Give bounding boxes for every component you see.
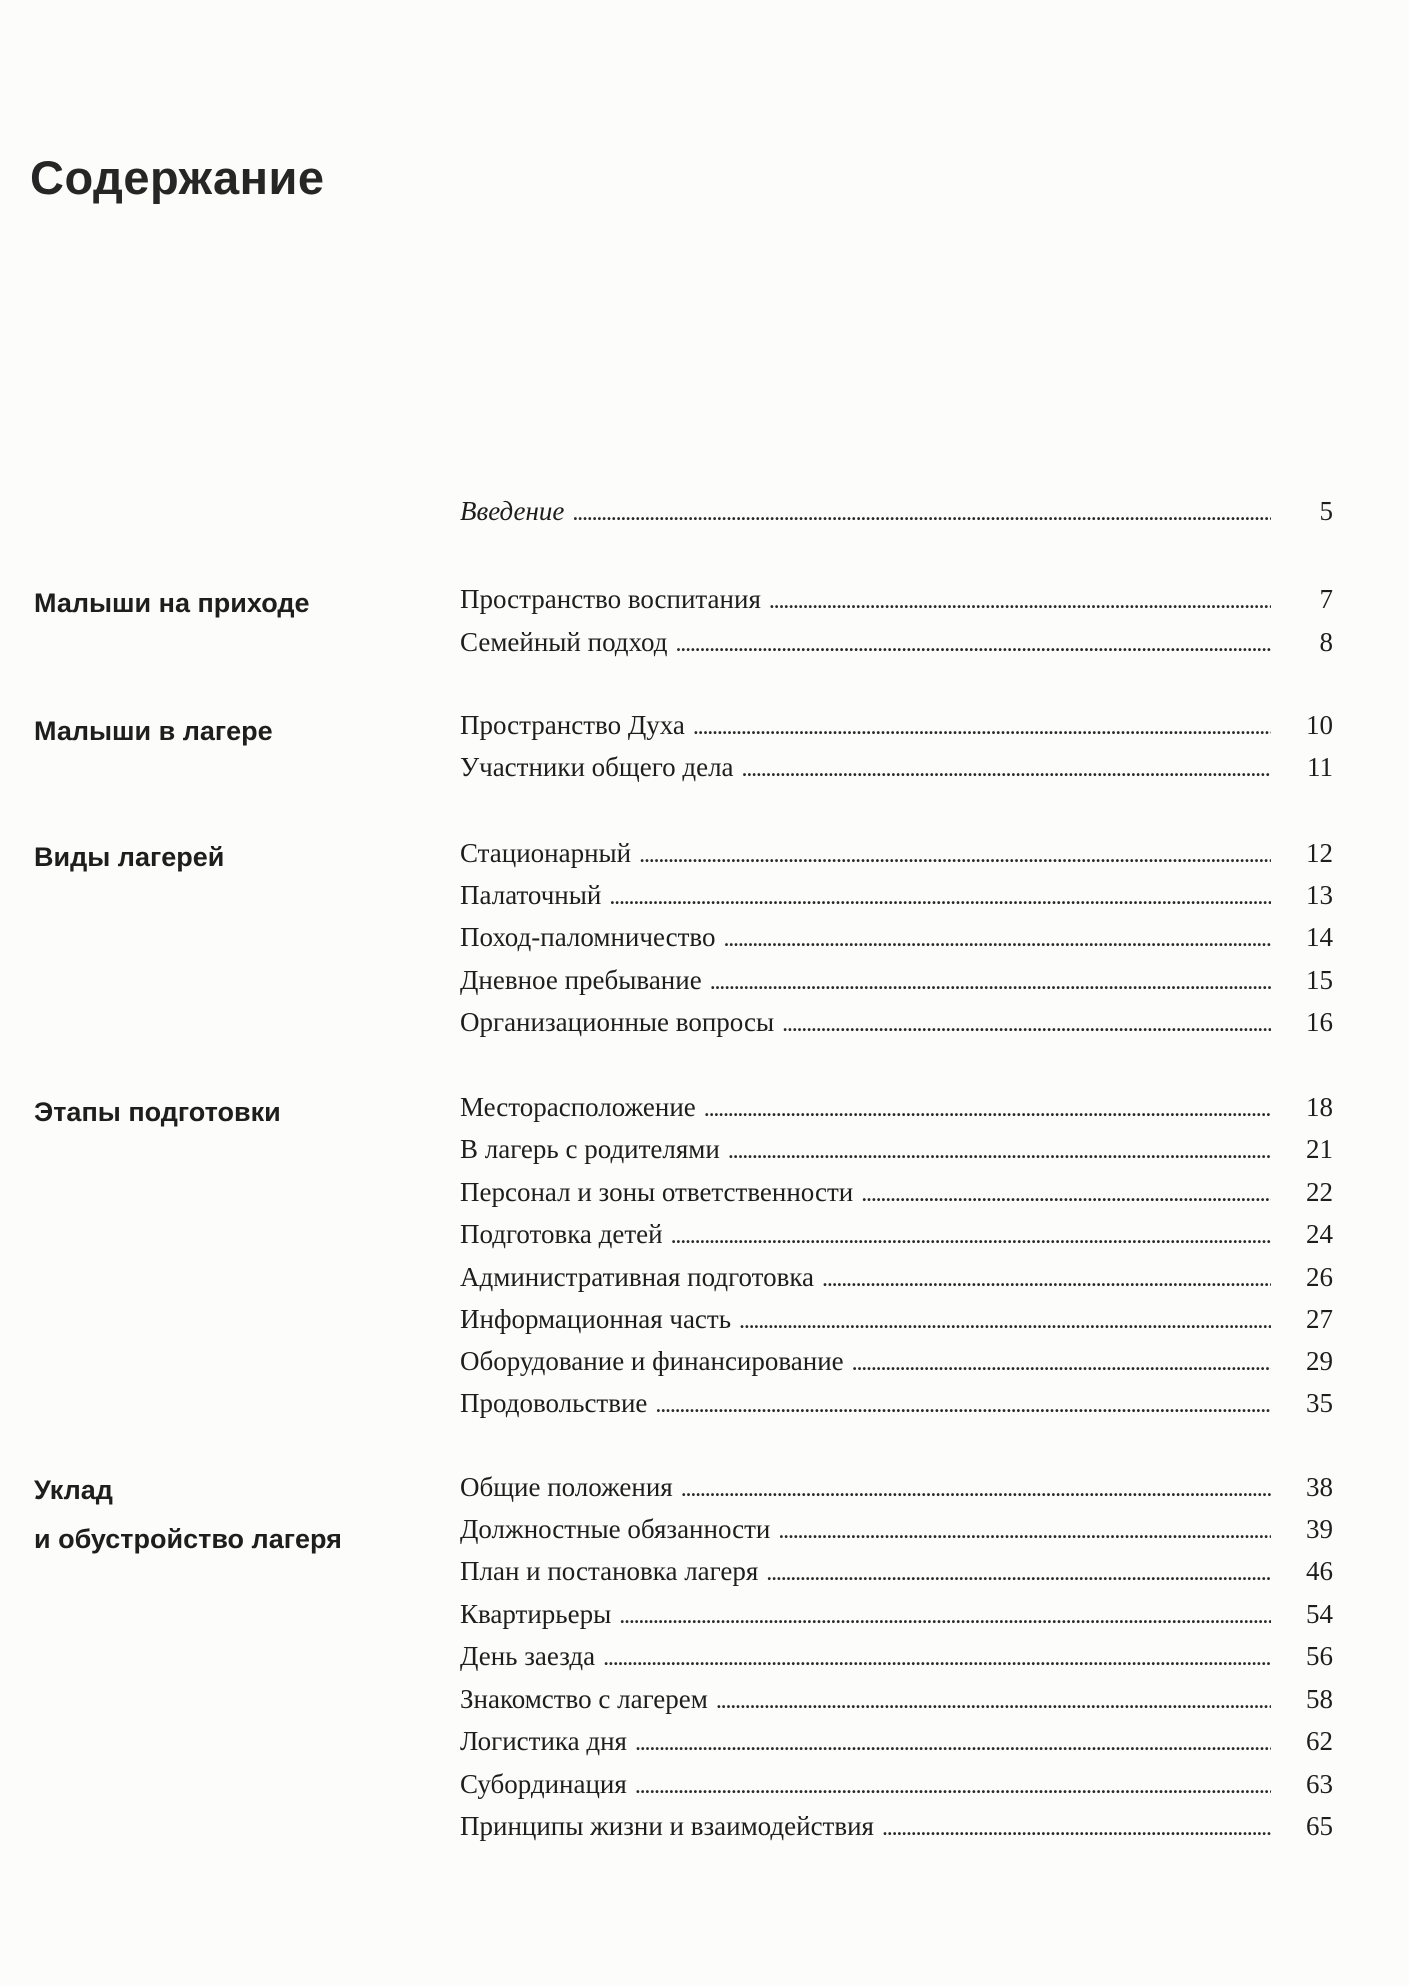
toc-entry bbox=[460, 1724, 1333, 1760]
toc-entry bbox=[460, 1386, 1333, 1422]
toc-entry bbox=[460, 1809, 1333, 1845]
toc-page-number: 54 bbox=[1306, 1599, 1333, 1629]
section-heading: Виды лагерей bbox=[34, 842, 225, 872]
toc-page-number: 14 bbox=[1306, 922, 1333, 952]
toc-entry-title: Введение bbox=[460, 496, 565, 526]
toc-page-number: 56 bbox=[1306, 1641, 1333, 1671]
toc-entry bbox=[460, 1344, 1333, 1380]
toc-page-number: 12 bbox=[1306, 838, 1333, 868]
toc-entry bbox=[460, 1260, 1333, 1296]
toc-page-number: 11 bbox=[1307, 752, 1333, 782]
toc-page-number: 63 bbox=[1306, 1769, 1333, 1799]
toc-page-number: 38 bbox=[1306, 1472, 1333, 1502]
toc-page-number: 65 bbox=[1306, 1811, 1333, 1841]
toc-entry-title: Оборудование и финансирование bbox=[460, 1346, 844, 1376]
toc-page-number: 18 bbox=[1306, 1092, 1333, 1122]
section-heading: Уклад bbox=[34, 1475, 113, 1505]
toc-entry-title: Пространство воспитания bbox=[460, 584, 761, 614]
dot-leader bbox=[766, 1556, 1271, 1590]
section-heading: и обустройство лагеря bbox=[34, 1524, 342, 1554]
toc-entry-title: Должностные обязанности bbox=[460, 1514, 771, 1544]
dot-leader bbox=[852, 1346, 1271, 1380]
toc-entry-title: Принципы жизни и взаимодействия bbox=[460, 1811, 874, 1841]
section-heading: Малыши в лагере bbox=[34, 716, 273, 746]
dot-leader bbox=[635, 1769, 1271, 1803]
toc-entry bbox=[460, 1639, 1333, 1675]
dot-leader bbox=[739, 1304, 1271, 1338]
toc-entry-title: Информационная часть bbox=[460, 1304, 732, 1334]
toc-entry bbox=[460, 1217, 1333, 1253]
toc-entry-intro bbox=[460, 494, 1333, 530]
toc-entry-title: Организационные вопросы bbox=[460, 1007, 775, 1037]
toc-entry bbox=[460, 1302, 1333, 1338]
toc-entry bbox=[460, 1554, 1333, 1590]
toc-entry bbox=[460, 625, 1333, 661]
toc-entry-title: Пространство Духа bbox=[460, 710, 685, 740]
toc-page-number: 5 bbox=[1319, 496, 1333, 526]
toc-entry-title: День заезда bbox=[460, 1641, 596, 1671]
toc-entry-title: Палаточный bbox=[460, 880, 602, 910]
toc-entry bbox=[460, 708, 1333, 744]
page-title: Содержание bbox=[30, 151, 325, 204]
dot-leader bbox=[728, 1134, 1271, 1168]
toc-entry-title: Квартирьеры bbox=[460, 1599, 612, 1629]
dot-leader bbox=[619, 1599, 1271, 1633]
toc-entry bbox=[460, 1090, 1333, 1126]
dot-leader bbox=[704, 1092, 1271, 1126]
dot-leader bbox=[882, 1811, 1271, 1845]
toc-entry-title: В лагерь с родителями bbox=[460, 1134, 720, 1164]
toc-page-number: 35 bbox=[1306, 1388, 1333, 1418]
toc-entry bbox=[460, 1470, 1333, 1506]
toc-entry-title: Персонал и зоны ответственности bbox=[460, 1177, 854, 1207]
toc-entry-title: Продовольствие bbox=[460, 1388, 648, 1418]
toc-page-number: 7 bbox=[1319, 584, 1333, 614]
toc-entry-title: Стационарный bbox=[460, 838, 632, 868]
toc-page-number: 8 bbox=[1319, 627, 1333, 657]
dot-leader bbox=[861, 1177, 1271, 1211]
dot-leader bbox=[782, 1007, 1271, 1041]
toc-page-number: 29 bbox=[1306, 1346, 1333, 1376]
toc-entry-title: Административная подготовка bbox=[460, 1262, 815, 1292]
toc-entry bbox=[460, 963, 1333, 999]
toc-page-number: 24 bbox=[1306, 1219, 1333, 1249]
toc-entry bbox=[460, 1767, 1333, 1803]
dot-leader bbox=[778, 1514, 1271, 1548]
section-heading: Этапы подготовки bbox=[34, 1097, 281, 1127]
toc-page-number: 22 bbox=[1306, 1177, 1333, 1207]
toc-entry bbox=[460, 920, 1333, 956]
toc-entry-title: Логистика дня bbox=[460, 1726, 627, 1756]
toc-entry bbox=[460, 750, 1333, 786]
toc-page-number: 26 bbox=[1306, 1262, 1333, 1292]
toc-entry-title: Участники общего дела bbox=[460, 752, 734, 782]
toc-page-number: 27 bbox=[1306, 1304, 1333, 1334]
dot-leader bbox=[609, 880, 1271, 914]
dot-leader bbox=[681, 1472, 1271, 1506]
toc-entry-title: Общие положения bbox=[460, 1472, 673, 1502]
toc-entry bbox=[460, 1597, 1333, 1633]
toc-page-number: 39 bbox=[1306, 1514, 1333, 1544]
toc-entry-title: Субординация bbox=[460, 1769, 627, 1799]
dot-leader bbox=[693, 710, 1271, 744]
dot-leader bbox=[723, 922, 1271, 956]
toc-entry-title: Поход-паломничество bbox=[460, 922, 716, 952]
dot-leader bbox=[671, 1219, 1271, 1253]
dot-leader bbox=[603, 1641, 1271, 1675]
toc-page-number: 21 bbox=[1306, 1134, 1333, 1164]
toc-page-number: 62 bbox=[1306, 1726, 1333, 1756]
toc-entry-title: Месторасположение bbox=[460, 1092, 696, 1122]
dot-leader bbox=[822, 1262, 1271, 1296]
dot-leader bbox=[635, 1726, 1271, 1760]
toc-page-number: 46 bbox=[1306, 1556, 1333, 1586]
dot-leader bbox=[675, 627, 1271, 661]
dot-leader bbox=[710, 965, 1271, 999]
toc-page-number: 15 bbox=[1306, 965, 1333, 995]
section-heading: Малыши на приходе bbox=[34, 588, 310, 618]
dot-leader bbox=[716, 1684, 1271, 1718]
toc-entry bbox=[460, 878, 1333, 914]
toc-entry bbox=[460, 1005, 1333, 1041]
dot-leader bbox=[769, 584, 1271, 618]
toc-entry-title: Знакомство с лагерем bbox=[460, 1684, 708, 1714]
toc-entry bbox=[460, 1512, 1333, 1548]
toc-page-number: 10 bbox=[1306, 710, 1333, 740]
toc-entry bbox=[460, 1682, 1333, 1718]
toc-page-number: 58 bbox=[1306, 1684, 1333, 1714]
toc-page-number: 13 bbox=[1306, 880, 1333, 910]
dot-leader bbox=[655, 1388, 1271, 1422]
dot-leader bbox=[742, 752, 1271, 786]
toc-entry-title: План и постановка лагеря bbox=[460, 1556, 759, 1586]
toc-entry bbox=[460, 582, 1333, 618]
toc-entry bbox=[460, 836, 1333, 872]
toc-page-number: 16 bbox=[1306, 1007, 1333, 1037]
dot-leader bbox=[572, 496, 1271, 530]
toc-entry-title: Подготовка детей bbox=[460, 1219, 663, 1249]
dot-leader bbox=[639, 838, 1271, 872]
toc-entry bbox=[460, 1132, 1333, 1168]
toc-entry-title: Дневное пребывание bbox=[460, 965, 702, 995]
toc-entry bbox=[460, 1175, 1333, 1211]
toc-entry-title: Семейный подход bbox=[460, 627, 668, 657]
